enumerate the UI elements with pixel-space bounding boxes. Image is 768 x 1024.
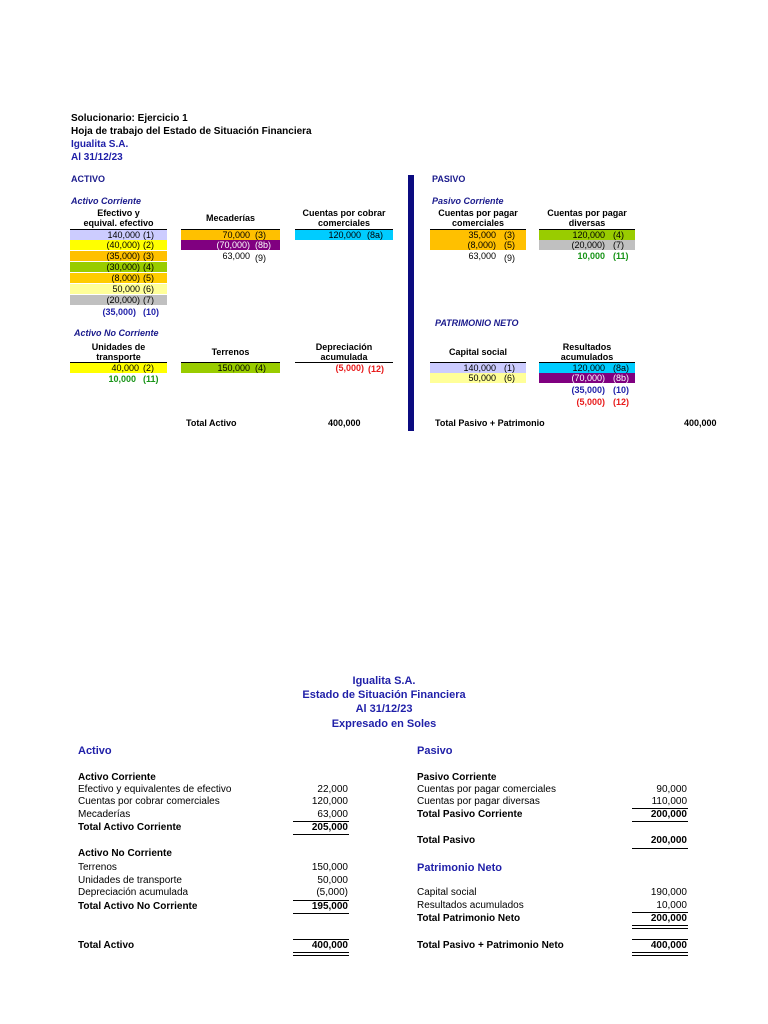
anc-item-value: 50,000 — [317, 875, 348, 886]
cxp-comerciales-row: 35,000 (3) — [430, 230, 526, 240]
worksheet-date: Al 31/12/23 — [71, 152, 123, 163]
anc-item-value: 150,000 — [311, 862, 348, 873]
unidades-header-line1: Unidades de — [91, 342, 146, 352]
unidades-balance: 10,000 (11) — [108, 374, 159, 384]
pn-item-label: Resultados acumulados — [417, 900, 524, 911]
activo-corriente-title: Activo Corriente — [78, 772, 156, 783]
total-ac-bottom-rule — [293, 834, 349, 835]
total-pasivo-value: 200,000 — [650, 835, 687, 846]
ws-total-activo-label: Total Activo — [186, 418, 237, 428]
total-anc-value: 195,000 — [311, 901, 348, 912]
efectivo-balance: (35,000) (10) — [102, 307, 160, 317]
worksheet-title: Solucionario: Ejercicio 1 — [71, 113, 188, 124]
ac-item-value: 63,000 — [317, 809, 348, 820]
total-activo-double-rule — [293, 952, 349, 956]
pasivo-corriente-title: Pasivo Corriente — [417, 772, 497, 783]
efectivo-row: 50,000 (6) — [70, 284, 167, 294]
statement-activo-heading: Activo — [78, 745, 112, 757]
capital-row: 50,000 (6) — [430, 373, 526, 383]
anc-item-label: Unidades de transporte — [78, 875, 182, 886]
pc-item-value: 90,000 — [656, 784, 687, 795]
resultados-row: (35,000) (10) — [571, 385, 630, 395]
total-pn-label: Total Patrimonio Neto — [417, 913, 521, 924]
pc-item-label: Cuentas por pagar diversas — [417, 796, 540, 807]
pn-item-value: 190,000 — [650, 887, 687, 898]
mercaderias-header: Mecaderías — [205, 213, 256, 223]
efectivo-row: (8,000) (5) — [70, 273, 167, 283]
worksheet-company: Igualita S.A. — [71, 139, 129, 150]
ac-item-label: Efectivo y equivalentes de efectivo — [78, 784, 232, 795]
total-pasivo-rule — [632, 848, 688, 849]
total-pc-bottom-rule — [632, 821, 688, 822]
section-divider — [408, 175, 414, 431]
resultados-header — [539, 342, 635, 362]
ac-item-label: Cuentas por cobrar comerciales — [78, 796, 220, 807]
mercaderias-balance: 63,000 (9) — [222, 251, 266, 263]
depreciacion-header — [295, 342, 393, 362]
patrimonio-neto-heading: PATRIMONIO NETO — [435, 318, 519, 328]
anc-item-value: (5,000) — [316, 887, 348, 898]
mercaderias-row: (70,000) (8b) — [181, 240, 280, 250]
total-pp-label: Total Pasivo + Patrimonio Neto — [417, 940, 564, 951]
total-ac-value: 205,000 — [311, 822, 348, 833]
resultados-row: (5,000) (12) — [576, 397, 630, 407]
terrenos-row: 150,000 (4) — [181, 363, 280, 373]
patrimonio-neto-title: Patrimonio Neto — [417, 862, 502, 874]
depreciacion-header-line2: acumulada — [320, 352, 368, 362]
cxp-diversas-header-line2: diversas — [568, 218, 606, 228]
activo-heading: ACTIVO — [71, 174, 106, 184]
unidades-header — [70, 342, 167, 362]
efectivo-header-line2: equival. efectivo — [83, 218, 154, 228]
cxp-comerciales-balance: 63,000 (9) — [468, 251, 515, 263]
activo-corriente-heading: Activo Corriente — [71, 196, 142, 206]
terrenos-header: Terrenos — [211, 347, 250, 357]
cxc-header-line2: comerciales — [317, 218, 371, 228]
efectivo-header-line1: Efectivo y — [97, 208, 140, 218]
capital-row: 140,000 (1) — [430, 363, 526, 373]
total-activo-value: 400,000 — [311, 940, 348, 951]
cxp-diversas-header — [539, 208, 635, 228]
total-anc-label: Total Activo No Corriente — [78, 901, 198, 912]
cxc-header-line1: Cuentas por cobrar — [302, 208, 386, 218]
capital-header: Capital social — [448, 347, 508, 357]
unidades-header-line2: transporte — [96, 352, 141, 362]
total-ac-label: Total Activo Corriente — [78, 822, 182, 833]
cxp-diversas-balance: 10,000 (11) — [577, 251, 629, 261]
pn-item-label: Capital social — [417, 887, 477, 898]
efectivo-row: (30,000) (4) — [70, 262, 167, 272]
efectivo-row: (40,000) (2) — [70, 240, 167, 250]
statement-company: Igualita S.A. — [352, 675, 416, 687]
ws-total-activo-value: 400,000 — [328, 418, 361, 428]
total-anc-bottom-rule — [293, 913, 349, 914]
efectivo-row: 140,000 (1) — [70, 230, 167, 240]
pasivo-corriente-heading: Pasivo Corriente — [432, 196, 504, 206]
total-activo-label: Total Activo — [78, 940, 135, 951]
total-pp-value: 400,000 — [650, 940, 687, 951]
cxc-row: 120,000 (8a) — [295, 230, 393, 240]
ac-item-value: 22,000 — [317, 784, 348, 795]
anc-item-label: Depreciación acumulada — [78, 887, 189, 898]
pn-item-value: 10,000 — [656, 900, 687, 911]
cxp-comerciales-header-line2: comerciales — [451, 218, 505, 228]
mercaderias-row: 70,000 (3) — [181, 230, 280, 240]
ws-total-pp-value: 400,000 — [684, 418, 717, 428]
depreciacion-header-line1: Depreciación — [315, 342, 373, 352]
resultados-header-line2: acumulados — [560, 352, 614, 362]
anc-item-label: Terrenos — [78, 862, 117, 873]
cxp-comerciales-header-line1: Cuentas por pagar — [438, 208, 518, 218]
pc-item-label: Cuentas por pagar comerciales — [417, 784, 556, 795]
cxc-header — [295, 208, 393, 228]
total-pc-label: Total Pasivo Corriente — [417, 809, 523, 820]
total-pn-double-rule — [632, 925, 688, 929]
ws-total-pp-label: Total Pasivo + Patrimonio — [435, 418, 545, 428]
activo-no-corriente-title: Activo No Corriente — [78, 848, 172, 859]
statement-date: Al 31/12/23 — [355, 703, 413, 715]
pc-item-value: 110,000 — [651, 796, 687, 807]
cxp-diversas-header-line1: Cuentas por pagar — [547, 208, 627, 218]
cxp-diversas-row: 120,000 (4) — [539, 230, 635, 240]
ac-item-value: 120,000 — [311, 796, 348, 807]
total-pn-value: 200,000 — [650, 913, 687, 924]
statement-currency: Expresado en Soles — [331, 718, 437, 730]
ac-item-label: Mecaderías — [78, 809, 131, 820]
worksheet-subtitle: Hoja de trabajo del Estado de Situación Financiera — [71, 126, 312, 137]
efectivo-header — [70, 208, 167, 228]
cxp-diversas-row: (20,000) (7) — [539, 240, 635, 250]
activo-no-corriente-heading: Activo No Corriente — [74, 328, 159, 338]
cxp-comerciales-header — [430, 208, 526, 228]
resultados-row: 120,000 (8a) — [539, 363, 635, 373]
total-pc-value: 200,000 — [650, 809, 687, 820]
unidades-row: 40,000 (2) — [70, 363, 167, 373]
efectivo-row: (20,000) (7) — [70, 295, 167, 305]
pasivo-heading: PASIVO — [432, 174, 466, 184]
resultados-header-line1: Resultados — [562, 342, 612, 352]
total-pp-double-rule — [632, 952, 688, 956]
statement-title: Estado de Situación Financiera — [302, 689, 466, 701]
depreciacion-row: (5,000) (12) — [335, 363, 385, 374]
total-pasivo-label: Total Pasivo — [417, 835, 476, 846]
cxp-comerciales-row: (8,000) (5) — [430, 240, 526, 250]
statement-pasivo-heading: Pasivo — [417, 745, 453, 757]
efectivo-row: (35,000) (3) — [70, 251, 167, 261]
resultados-row: (70,000) (8b) — [539, 373, 635, 383]
